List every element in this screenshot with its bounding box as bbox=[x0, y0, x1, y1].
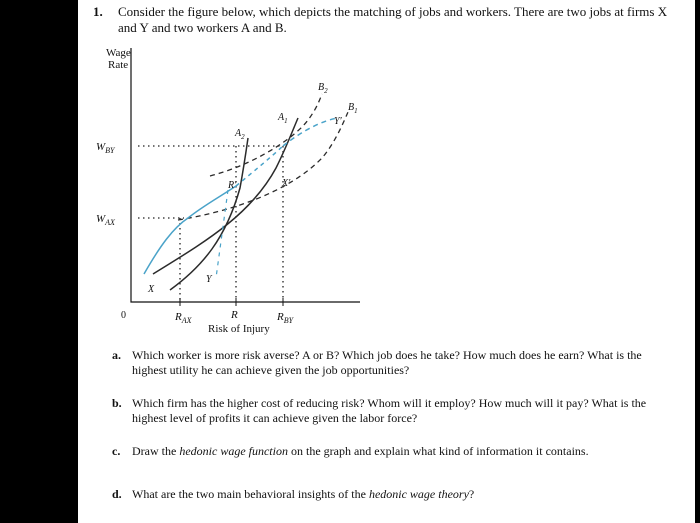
part-b-text: Which firm has the higher cost of reducing risk? Whom will it employ? How much will it pay? What is the highest level of profits it can achieve given the labor force? bbox=[132, 396, 647, 425]
part-d-label: d. bbox=[112, 487, 122, 501]
part-a-label: a. bbox=[112, 348, 121, 362]
part-d-text: What are the two main behavioral insights of the hedonic wage theory? bbox=[132, 487, 475, 501]
job-matching-figure bbox=[78, 38, 695, 338]
label-r-prime: R′ bbox=[228, 180, 237, 191]
blue-curve-a bbox=[144, 186, 236, 274]
label-a1: $A_1$ bbox=[278, 112, 288, 125]
part-c-label: c. bbox=[112, 444, 121, 458]
x-axis-label: Risk of Injury bbox=[208, 323, 270, 335]
curve-b1 bbox=[178, 112, 348, 220]
indifference-curves-b bbox=[178, 94, 348, 220]
curve-b2 bbox=[210, 94, 322, 176]
y-axis-label-rate: Rate bbox=[108, 59, 129, 71]
origin-label: 0 bbox=[121, 310, 126, 321]
y-tick-w-by: $W_{BY}$ bbox=[96, 141, 115, 155]
y-axis-label-wage: Wage bbox=[106, 47, 131, 59]
y-tick-w-ax: $W_{AX}$ bbox=[96, 213, 115, 227]
question-text: Consider the figure below, which depicts the matching of jobs and workers. There are two jobs at firms X and Y and two workers A and B. bbox=[118, 4, 668, 35]
x-tick-r-ax: $R_{AX}$ bbox=[175, 311, 192, 325]
label-b2: $B_2$ bbox=[318, 82, 328, 95]
label-x-prime: X′ bbox=[282, 178, 291, 189]
label-b1: $B_1$ bbox=[348, 102, 358, 115]
part-b-label: b. bbox=[112, 396, 122, 410]
label-a2: $A_2$ bbox=[235, 128, 245, 141]
x-tick-r: R bbox=[231, 309, 238, 321]
isoprofit-curves bbox=[153, 118, 298, 290]
question-number: 1. bbox=[93, 4, 103, 19]
label-y: Y bbox=[206, 274, 212, 285]
x-tick-r-by: $R_{BY}$ bbox=[277, 311, 294, 325]
blue-curve-b bbox=[283, 118, 338, 146]
label-y-prime: Y′ bbox=[334, 116, 342, 127]
blue-curves bbox=[144, 118, 338, 274]
part-c-text: Draw the hedonic wage function on the graph and explain what kind of information it contains. bbox=[132, 444, 589, 458]
worksheet-page bbox=[78, 0, 695, 523]
part-a-text: Which worker is more risk averse? A or B? Which job does he take? How much does he earn? What is the highest utility he can achieve given the job opportunities? bbox=[132, 348, 642, 377]
label-x: X bbox=[148, 284, 155, 295]
curve-x-a1 bbox=[153, 118, 298, 274]
